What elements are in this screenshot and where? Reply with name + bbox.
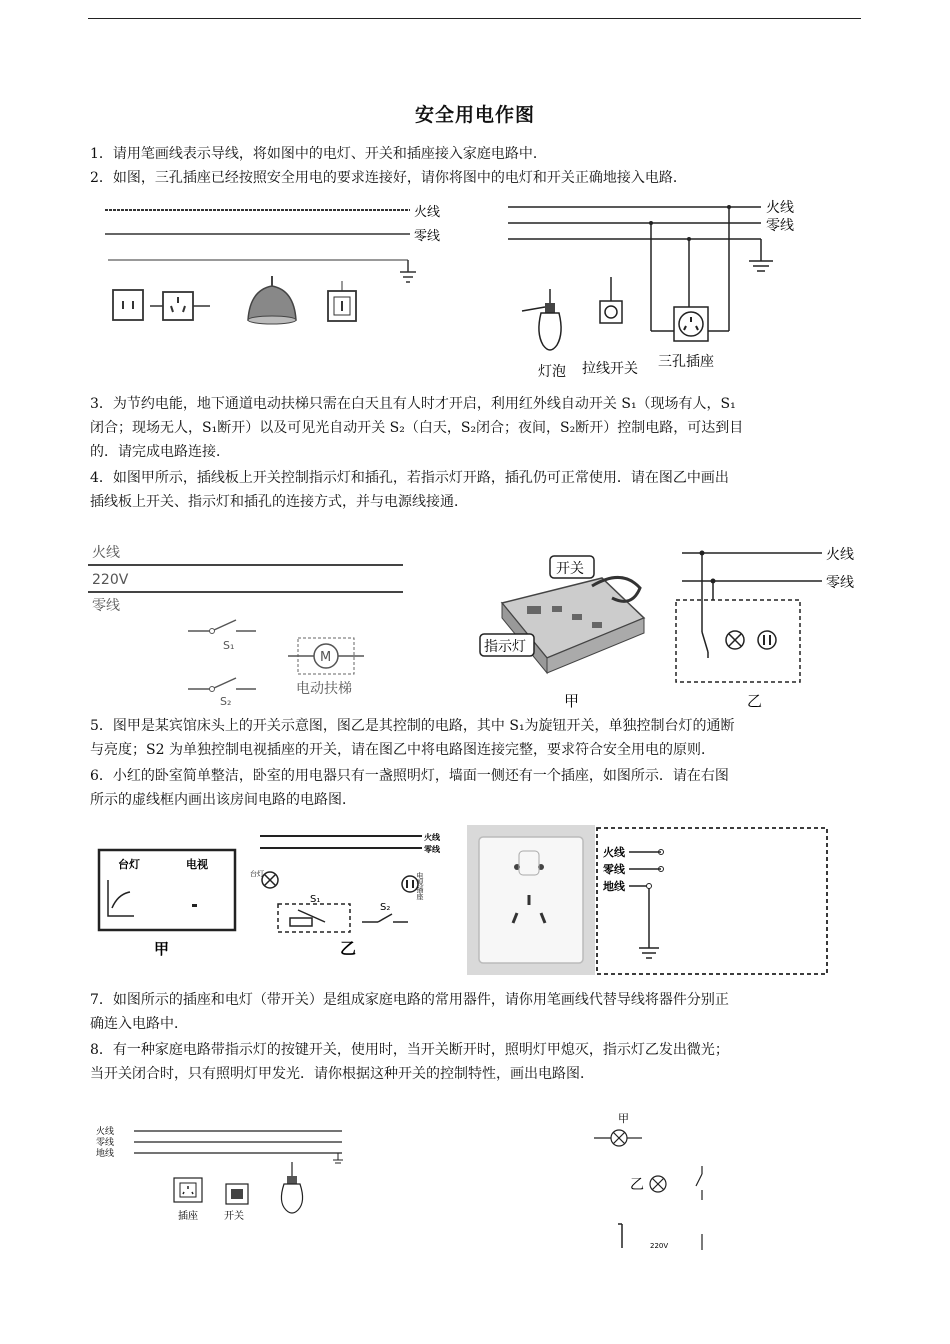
figure-5-jia	[96, 846, 241, 961]
figure-4-jia	[472, 548, 662, 713]
fig5-tv-socket-label: 电视插座	[416, 872, 424, 900]
fig2-pull-switch-label: 拉线开关	[582, 361, 638, 377]
fig8-yi-label: 乙	[630, 1177, 644, 1193]
question-2: 2．如图，三孔插座已经按照安全用电的要求连接好，请你将图中的电灯和开关正确地接入电路．	[90, 170, 687, 186]
fig3-s2-label: S₂	[220, 695, 232, 708]
lamp-jia-icon	[594, 1130, 642, 1146]
fig7-neutral-label: 零线	[96, 1138, 115, 1148]
fig7-live-label: 火线	[96, 1127, 115, 1137]
fig7-switch-label: 开关	[224, 1211, 244, 1222]
question-8-line-1: 8．有一种家庭电路带指示灯的按键开关，使用时，当开关断开时，照明灯甲熄灭，指示灯乙发出微光；	[90, 1042, 729, 1058]
question-5-line-2: 与亮度；S2 为单独控制电视插座的开关，请在图乙中将电路图连接完整，要求符合安全用电的原则．	[90, 742, 715, 758]
fig5-s1-label: S₁	[310, 894, 321, 905]
fig6-earth-label: 地线	[603, 880, 625, 893]
fig4-indicator-label: 指示灯	[484, 639, 526, 655]
two-hole-socket-icon	[113, 290, 143, 320]
figure-2	[508, 195, 808, 385]
fig3-neutral-label: 零线	[92, 598, 120, 614]
fig5-lamp-label: 台灯	[118, 858, 140, 871]
fig8-jia-label: 甲	[618, 1112, 629, 1125]
bulb-icon	[281, 1162, 302, 1213]
indicator-callout	[480, 634, 534, 656]
ground-symbol-icon	[639, 948, 659, 958]
figure-6-circuit	[595, 826, 830, 978]
figure-6-socket-photo	[467, 825, 595, 975]
figure-4-yi	[672, 540, 862, 710]
fig6-neutral-label: 零线	[603, 863, 625, 876]
switch-callout	[550, 556, 594, 578]
fig5-s2-label: S₂	[380, 902, 391, 913]
question-3-line-3: 的．请完成电路连接．	[90, 444, 230, 460]
fig1-live-label: 火线	[414, 205, 441, 220]
three-hole-socket-icon	[674, 307, 708, 341]
three-hole-socket-icon	[150, 292, 210, 320]
fig4-live-label: 火线	[826, 547, 854, 563]
fig2-live-label: 火线	[766, 200, 794, 216]
fig2-neutral-label: 零线	[766, 218, 794, 234]
power-strip-icon	[502, 577, 644, 673]
socket-icon	[174, 1178, 202, 1202]
bulb-icon	[522, 289, 561, 350]
fig5-live-label: 火线	[424, 833, 440, 842]
fig7-earth-label: 地线	[96, 1149, 115, 1159]
switch-s1-icon	[188, 620, 256, 652]
fig5-tv-label: 电视	[186, 858, 208, 871]
switch-s2-icon	[188, 678, 256, 708]
fig4-switch-label: 开关	[556, 561, 584, 577]
fig8-voltage-label: 220V	[650, 1242, 669, 1250]
fig4-neutral-label: 零线	[826, 575, 854, 591]
switch-s1-icon	[278, 894, 350, 932]
switch-icon	[226, 1184, 248, 1204]
fig4-yi-label: 乙	[747, 692, 763, 710]
fig2-bulb-label: 灯泡	[538, 364, 566, 380]
question-7-line-2: 确连入电路中．	[90, 1016, 188, 1032]
figure-8	[590, 1110, 730, 1260]
fig5-desk-lamp-label: 台灯	[250, 870, 264, 878]
question-5-line-1: 5．图甲是某宾馆床头上的开关示意图，图乙是其控制的电路，其中 S₁为旋钮开关，单独控制台灯的通断	[90, 718, 735, 734]
socket-icon	[758, 631, 776, 649]
fig3-motor-label: 电动扶梯	[296, 681, 352, 697]
figure-7	[92, 1120, 362, 1225]
top-rule	[88, 18, 861, 19]
fig5-jia-label: 甲	[154, 940, 170, 958]
fig2-socket-label: 三孔插座	[658, 354, 714, 370]
fig3-voltage-label: 220V	[92, 572, 129, 588]
fig4-jia-label: 甲	[564, 692, 580, 710]
question-8-line-2: 当开关闭合时，只有照明灯甲发光．请你根据这种开关的控制特性，画出电路图．	[90, 1066, 594, 1082]
fig3-live-label: 火线	[92, 545, 120, 561]
question-6-line-2: 所示的虚线框内画出该房间电路的电路图．	[90, 792, 356, 808]
fig3-s1-label: S₁	[223, 639, 235, 652]
fig3-motor-symbol: M	[320, 650, 332, 665]
switch-s2-icon	[362, 902, 408, 922]
question-4-line-2: 插线板上开关、指示灯和插孔的连接方式，并与电源线接通．	[90, 494, 468, 510]
question-6-line-1: 6．小红的卧室简单整洁，卧室的用电器只有一盏照明灯，墙面一侧还有一个插座，如图所示．请在右图	[90, 768, 729, 784]
figure-3	[88, 538, 408, 708]
desk-lamp-icon	[250, 869, 278, 888]
question-7-line-1: 7．如图所示的插座和电灯（带开关）是组成家庭电路的常用器件，请你用笔画线代替导线将器件分别正	[90, 992, 729, 1008]
switch-icon	[702, 632, 708, 658]
fig7-socket-label: 插座	[178, 1211, 198, 1222]
fig5-neutral-label: 零线	[424, 845, 440, 854]
lamp-icon	[248, 276, 296, 324]
question-3-line-2: 闭合；现场无人，S₁断开）以及可见光自动开关 S₂（白天，S₂闭合；夜间，S₂断开）控制电路，可达到目	[90, 420, 744, 436]
switch-icon	[328, 281, 356, 321]
lamp-yi-icon	[650, 1176, 666, 1192]
ground-symbol-icon	[749, 261, 773, 271]
question-1: 1．请用笔画线表示导线，将如图中的电灯、开关和插座接入家庭电路中．	[90, 146, 547, 162]
fig1-neutral-label: 零线	[414, 229, 441, 244]
knob-icon	[108, 880, 134, 916]
pull-switch-icon	[600, 277, 622, 323]
figure-5-yi	[250, 826, 460, 961]
fig5-yi-label: 乙	[340, 939, 357, 958]
switch-icon	[696, 1166, 702, 1200]
ground-symbol-icon	[400, 260, 416, 282]
motor-icon	[288, 638, 364, 674]
question-3-line-1: 3．为节约电能，地下通道电动扶梯只需在白天且有人时才开启，利用红外线自动开关 S₁（现场有人，S₁	[90, 396, 736, 412]
lamp-icon	[726, 631, 744, 649]
question-4-line-1: 4．如图甲所示，插线板上开关控制指示灯和插孔，若指示灯开路，插孔仍可正常使用．请在图乙中画出	[90, 470, 729, 486]
tv-socket-icon	[402, 871, 424, 901]
ground-symbol-icon	[333, 1153, 343, 1163]
figure-1	[100, 198, 460, 333]
page-title: 安全用电作图	[414, 104, 535, 126]
fig6-live-label: 火线	[603, 846, 625, 859]
